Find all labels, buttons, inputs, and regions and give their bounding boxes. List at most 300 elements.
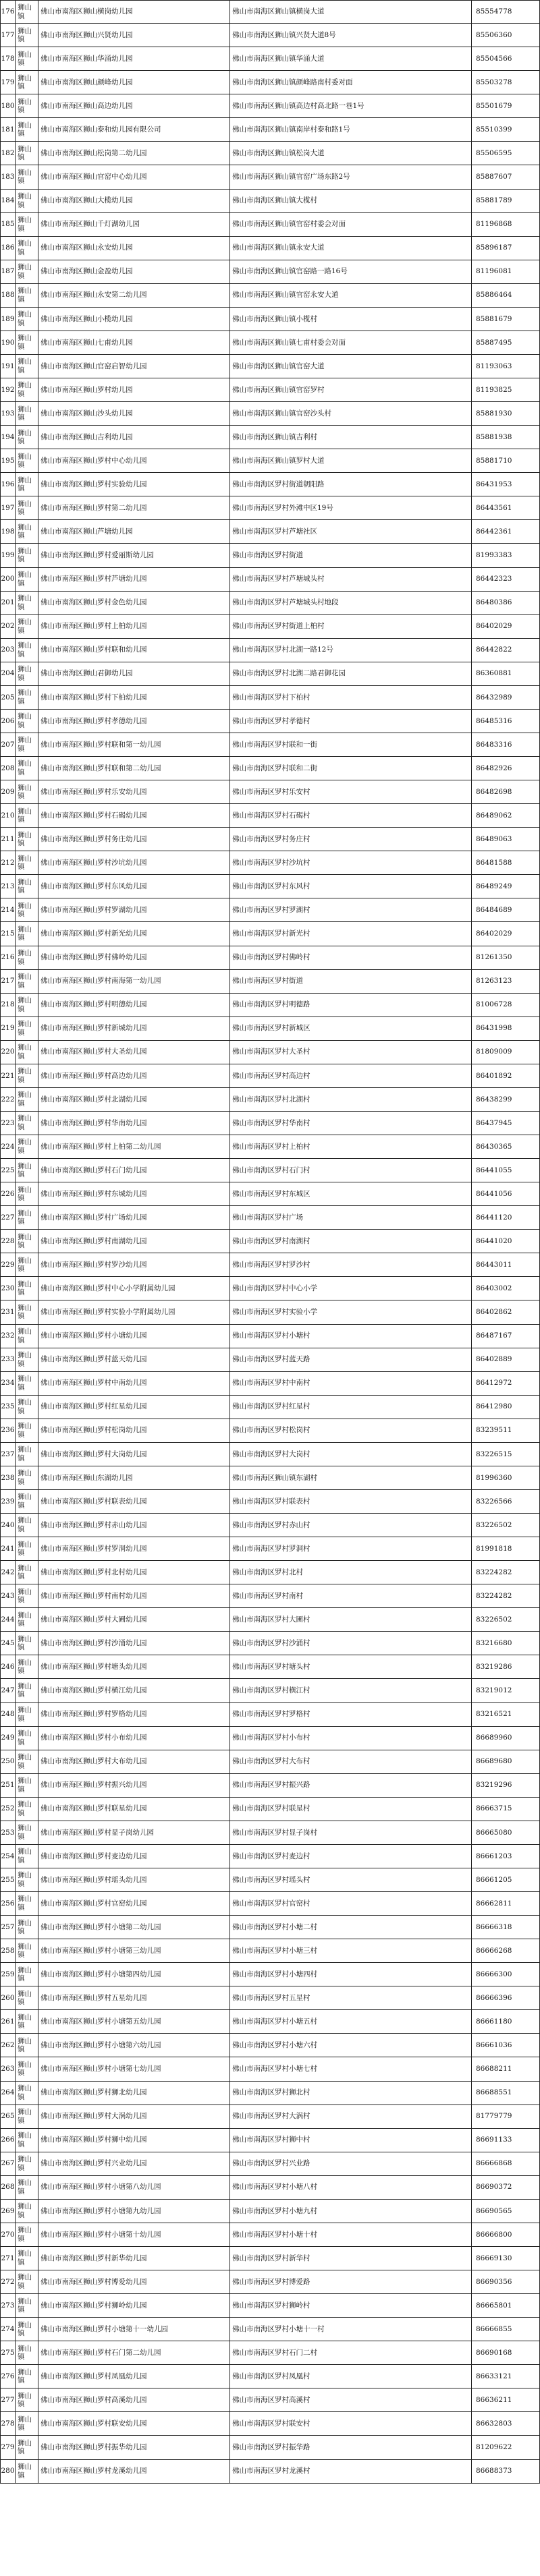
cell-phone: 85510399 (476, 125, 512, 134)
cell-no: 218 (1, 994, 16, 1017)
cell-no: 202 (1, 615, 16, 638)
cell-no: 214 (1, 898, 16, 921)
table-row (0, 2436, 540, 2459)
cell-phone: 83219296 (476, 1781, 512, 1790)
cell-phone: 86661203 (476, 1852, 512, 1860)
cell-town: 狮山镇 (16, 2388, 38, 2411)
table-row (0, 1774, 540, 1798)
cell-address: 佛山市南海区罗村塘头村 (230, 1655, 472, 1678)
cell-phone: 86666318 (476, 1922, 512, 1931)
cell-town: 狮山镇 (16, 426, 38, 449)
cell-town: 狮山镇 (16, 355, 38, 378)
cell-name: 佛山市南海区狮山罗村小塘第四幼儿园 (38, 1963, 230, 1986)
cell-name: 佛山市南海区狮山罗村小塘第六幼儿园 (38, 2034, 230, 2057)
cell-phone: 81261350 (476, 953, 512, 962)
table-row (0, 118, 540, 142)
cell-no: 194 (1, 426, 16, 449)
cell-name: 佛山市南海区狮山罗村罗格幼儿园 (38, 1703, 230, 1726)
table-row (0, 426, 540, 449)
cell-no: 239 (1, 1490, 16, 1513)
cell-no: 255 (1, 1868, 16, 1891)
cell-town: 狮山镇 (16, 851, 38, 874)
cell-address: 佛山市南海区狮山镇七甫村委会对面 (230, 331, 472, 354)
cell-phone: 86632803 (476, 2420, 512, 2428)
cell-town: 狮山镇 (16, 1514, 38, 1537)
cell-no: 277 (1, 2388, 16, 2411)
cell-address: 佛山市南海区罗村联和一街 (230, 733, 472, 756)
cell-name: 佛山市南海区狮山罗村罗沙幼儿园 (38, 1253, 230, 1276)
cell-phone: 86666868 (476, 2159, 512, 2168)
cell-name: 佛山市南海区狮山罗村大岗幼儿园 (38, 1443, 230, 1466)
cell-no: 190 (1, 331, 16, 354)
cell-address: 佛山市南海区罗村下柏村 (230, 686, 472, 709)
cell-no: 219 (1, 1017, 16, 1040)
cell-name: 佛山市南海区狮山罗村乐安幼儿园 (38, 780, 230, 803)
cell-name: 佛山市南海区狮山罗村狮岭幼儿园 (38, 2294, 230, 2317)
cell-name: 佛山市南海区狮山罗村大布幼儿园 (38, 1750, 230, 1773)
cell-name: 佛山市南海区狮山罗村博爱幼儿园 (38, 2270, 230, 2293)
cell-town: 狮山镇 (16, 2341, 38, 2364)
table-row (0, 568, 540, 592)
table-row (0, 165, 540, 189)
cell-name: 佛山市南海区狮山罗村横江幼儿园 (38, 1679, 230, 1702)
cell-phone: 86483316 (476, 740, 512, 749)
cell-town: 狮山镇 (16, 2200, 38, 2223)
cell-no: 238 (1, 1466, 16, 1489)
cell-town: 狮山镇 (16, 520, 38, 543)
cell-name: 佛山市南海区狮山罗村小塘第三幼儿园 (38, 1939, 230, 1962)
cell-phone: 86662811 (476, 1899, 512, 1908)
cell-no: 227 (1, 1206, 16, 1229)
table-row (0, 71, 540, 94)
table-row (0, 615, 540, 639)
cell-address: 佛山市南海区狮山镇官窑广场东路2号 (230, 165, 472, 188)
cell-town: 狮山镇 (16, 1798, 38, 1821)
cell-address: 佛山市南海区罗村凤凰村 (230, 2365, 472, 2388)
cell-phone: 86669130 (476, 2254, 512, 2262)
cell-name: 佛山市南海区狮山罗村新光幼儿园 (38, 922, 230, 945)
table-row (0, 496, 540, 520)
cell-address: 佛山市南海区狮山镇小榄村 (230, 308, 472, 331)
cell-address: 佛山市南海区狮山镇大榄村 (230, 190, 472, 212)
table-row (0, 2247, 540, 2270)
cell-address: 佛山市南海区罗村上柏村 (230, 1135, 472, 1158)
cell-address: 佛山市南海区狮山镇颜峰路南村委对面 (230, 71, 472, 94)
cell-phone: 86442323 (476, 575, 512, 583)
table-row (0, 2057, 540, 2081)
table-row (0, 24, 540, 47)
table-row (0, 757, 540, 780)
cell-no: 187 (1, 260, 16, 283)
cell-name: 佛山市南海区狮山罗村显子岗幼儿园 (38, 1821, 230, 1844)
cell-no: 249 (1, 1727, 16, 1750)
cell-no: 278 (1, 2412, 16, 2435)
cell-address: 佛山市南海区罗村大布村 (230, 1750, 472, 1773)
cell-no: 250 (1, 1750, 16, 1773)
cell-name: 佛山市南海区狮山罗村孝德幼儿园 (38, 710, 230, 733)
cell-town: 狮山镇 (16, 1396, 38, 1419)
cell-phone: 86691133 (476, 2136, 512, 2144)
cell-name: 佛山市南海区狮山罗村南湖幼儿园 (38, 1230, 230, 1253)
cell-phone: 83226566 (476, 1497, 512, 1506)
cell-phone: 86690168 (476, 2348, 512, 2357)
cell-phone: 86666268 (476, 1946, 512, 1955)
cell-town: 狮山镇 (16, 1986, 38, 2009)
cell-no: 207 (1, 733, 16, 756)
table-row (0, 2412, 540, 2436)
cell-town: 狮山镇 (16, 1017, 38, 1040)
cell-name: 佛山市南海区狮山罗村下柏幼儿园 (38, 686, 230, 709)
cell-town: 狮山镇 (16, 1561, 38, 1584)
cell-name: 佛山市南海区狮山罗村沙坑幼儿园 (38, 851, 230, 874)
cell-town: 狮山镇 (16, 47, 38, 70)
cell-town: 狮山镇 (16, 1159, 38, 1182)
cell-town: 狮山镇 (16, 544, 38, 567)
cell-name: 佛山市南海区狮山罗村高溪幼儿园 (38, 2388, 230, 2411)
cell-town: 狮山镇 (16, 2247, 38, 2270)
cell-no: 254 (1, 1845, 16, 1868)
cell-name: 佛山市南海区狮山罗村联表幼儿园 (38, 1490, 230, 1513)
cell-no: 192 (1, 378, 16, 401)
cell-address: 佛山市南海区罗村联表村 (230, 1490, 472, 1513)
cell-address: 佛山市南海区罗村高边村 (230, 1064, 472, 1087)
cell-address: 佛山市南海区罗村街道上柏村 (230, 615, 472, 638)
cell-phone: 86666396 (476, 1993, 512, 2002)
cell-town: 狮山镇 (16, 331, 38, 354)
table-row (0, 639, 540, 662)
cell-phone: 86688373 (476, 2467, 512, 2475)
cell-no: 209 (1, 780, 16, 803)
cell-no: 251 (1, 1774, 16, 1797)
cell-phone: 86401892 (476, 1071, 512, 1080)
table-row (0, 544, 540, 567)
cell-phone: 86690372 (476, 2183, 512, 2192)
cell-no: 222 (1, 1088, 16, 1111)
cell-no: 270 (1, 2223, 16, 2246)
cell-name: 佛山市南海区狮山罗村佛岭幼儿园 (38, 946, 230, 969)
cell-no: 204 (1, 662, 16, 685)
cell-phone: 86666800 (476, 2230, 512, 2239)
cell-no: 182 (1, 142, 16, 165)
cell-no: 241 (1, 1537, 16, 1560)
cell-town: 狮山镇 (16, 1372, 38, 1395)
cell-town: 狮山镇 (16, 308, 38, 331)
table-row (0, 1963, 540, 1986)
cell-name: 佛山市南海区狮山罗村小塘第八幼儿园 (38, 2176, 230, 2199)
cell-no: 266 (1, 2129, 16, 2152)
cell-no: 264 (1, 2082, 16, 2105)
table-row (0, 1703, 540, 1727)
cell-no: 230 (1, 1277, 16, 1300)
cell-address: 佛山市南海区罗村石门二村 (230, 2341, 472, 2364)
table-row (0, 1230, 540, 1253)
cell-name: 佛山市南海区狮山罗村罗湖幼儿园 (38, 898, 230, 921)
cell-no: 279 (1, 2436, 16, 2459)
cell-address: 佛山市南海区罗村小布村 (230, 1727, 472, 1750)
cell-name: 佛山市南海区狮山罗村联和第一幼儿园 (38, 733, 230, 756)
cell-address: 佛山市南海区罗村芦塘社区 (230, 520, 472, 543)
cell-name: 佛山市南海区狮山罗村联和第二幼儿园 (38, 757, 230, 780)
cell-name: 佛山市南海区狮山千灯湖幼儿园 (38, 213, 230, 236)
table-row (0, 213, 540, 237)
cell-town: 狮山镇 (16, 828, 38, 851)
cell-town: 狮山镇 (16, 1490, 38, 1513)
cell-address: 佛山市南海区狮山镇南岸村泰和路1号 (230, 118, 472, 141)
cell-address: 佛山市南海区罗村罗格村 (230, 1703, 472, 1726)
cell-address: 佛山市南海区罗村博爱路 (230, 2270, 472, 2293)
cell-address: 佛山市南海区罗村小塘村 (230, 1325, 472, 1348)
cell-no: 212 (1, 851, 16, 874)
cell-no: 267 (1, 2152, 16, 2175)
cell-phone: 85887495 (476, 338, 512, 347)
cell-address: 佛山市南海区罗村小塘五村 (230, 2010, 472, 2033)
table-row (0, 94, 540, 118)
cell-address: 佛山市南海区狮山镇罗村大道 (230, 449, 472, 472)
cell-name: 佛山市南海区狮山罗村芦塘幼儿园 (38, 568, 230, 591)
cell-name: 佛山市南海区狮山罗村爱丽斯幼儿园 (38, 544, 230, 567)
cell-phone: 86432989 (476, 693, 512, 702)
cell-town: 狮山镇 (16, 686, 38, 709)
cell-address: 佛山市南海区狮山镇官窑大道 (230, 355, 472, 378)
cell-name: 佛山市南海区狮山罗村小塘第九幼儿园 (38, 2200, 230, 2223)
table-row (0, 851, 540, 875)
cell-town: 狮山镇 (16, 142, 38, 165)
table-row (0, 1135, 540, 1159)
cell-address: 佛山市南海区罗村罗沙村 (230, 1253, 472, 1276)
cell-phone: 86412980 (476, 1402, 512, 1411)
cell-phone: 83224282 (476, 1591, 512, 1600)
cell-town: 狮山镇 (16, 1703, 38, 1726)
cell-phone: 85503278 (476, 78, 512, 86)
cell-phone: 86690565 (476, 2206, 512, 2215)
cell-name: 佛山市南海区狮山小榄幼儿园 (38, 308, 230, 331)
cell-town: 狮山镇 (16, 496, 38, 519)
cell-no: 185 (1, 213, 16, 236)
cell-no: 258 (1, 1939, 16, 1962)
cell-address: 佛山市南海区罗村中心小学 (230, 1277, 472, 1300)
cell-no: 225 (1, 1159, 16, 1182)
cell-town: 狮山镇 (16, 1845, 38, 1868)
cell-name: 佛山市南海区狮山君御幼儿园 (38, 662, 230, 685)
cell-name: 佛山市南海区狮山罗村大涡幼儿园 (38, 2105, 230, 2128)
cell-name: 佛山市南海区狮山芦塘幼儿园 (38, 520, 230, 543)
cell-town: 狮山镇 (16, 1679, 38, 1702)
cell-name: 佛山市南海区狮山罗村中心小学附属幼儿园 (38, 1277, 230, 1300)
cell-phone: 86431953 (476, 480, 512, 488)
cell-phone: 86688211 (476, 2065, 512, 2073)
cell-name: 佛山市南海区狮山泰和幼儿园有限公司 (38, 118, 230, 141)
cell-name: 佛山市南海区狮山罗村实验幼儿园 (38, 473, 230, 496)
cell-town: 狮山镇 (16, 733, 38, 756)
cell-name: 佛山市南海区狮山罗村大圣幼儿园 (38, 1041, 230, 1064)
table-row (0, 2152, 540, 2176)
cell-town: 狮山镇 (16, 592, 38, 614)
cell-no: 261 (1, 2010, 16, 2033)
cell-town: 狮山镇 (16, 2294, 38, 2317)
table-row (0, 2388, 540, 2412)
cell-phone: 85881789 (476, 196, 512, 205)
cell-name: 佛山市南海区狮山罗村石门第二幼儿园 (38, 2341, 230, 2364)
cell-address: 佛山市南海区罗村华南村 (230, 1112, 472, 1135)
table-row (0, 1159, 540, 1182)
cell-no: 203 (1, 639, 16, 662)
cell-name: 佛山市南海区狮山官窑启智幼儿园 (38, 355, 230, 378)
cell-name: 佛山市南海区狮山官窑中心幼儿园 (38, 165, 230, 188)
cell-phone: 86402029 (476, 929, 512, 938)
cell-name: 佛山市南海区狮山罗村小布幼儿园 (38, 1727, 230, 1750)
cell-no: 186 (1, 237, 16, 260)
cell-address: 佛山市南海区罗村南湖村 (230, 1230, 472, 1253)
cell-no: 195 (1, 449, 16, 472)
cell-address: 佛山市南海区罗村北湖一路12号 (230, 639, 472, 662)
cell-address: 佛山市南海区罗村显子岗村 (230, 1821, 472, 1844)
cell-town: 狮山镇 (16, 1253, 38, 1276)
cell-phone: 83224282 (476, 1568, 512, 1576)
cell-address: 佛山市南海区罗村沙坑村 (230, 851, 472, 874)
cell-no: 243 (1, 1584, 16, 1607)
cell-town: 狮山镇 (16, 402, 38, 425)
cell-town: 狮山镇 (16, 568, 38, 591)
cell-phone: 81779779 (476, 2112, 512, 2121)
cell-town: 狮山镇 (16, 1537, 38, 1560)
cell-town: 狮山镇 (16, 237, 38, 260)
cell-name: 佛山市南海区狮山罗村明德幼儿园 (38, 994, 230, 1017)
cell-no: 240 (1, 1514, 16, 1537)
cell-name: 佛山市南海区狮山罗村官窑幼儿园 (38, 1892, 230, 1915)
cell-town: 狮山镇 (16, 922, 38, 945)
table-row (0, 1868, 540, 1892)
table-row (0, 875, 540, 898)
cell-town: 狮山镇 (16, 1821, 38, 1844)
cell-name: 佛山市南海区狮山横岗幼儿园 (38, 1, 230, 23)
cell-name: 佛山市南海区狮山罗村狮中幼儿园 (38, 2129, 230, 2152)
cell-town: 狮山镇 (16, 1774, 38, 1797)
cell-phone: 86480386 (476, 598, 512, 607)
cell-phone: 85881710 (476, 456, 512, 465)
cell-no: 189 (1, 308, 16, 331)
cell-address: 佛山市南海区罗村中南村 (230, 1372, 472, 1395)
cell-town: 狮山镇 (16, 260, 38, 283)
cell-name: 佛山市南海区狮山罗村东城幼儿园 (38, 1182, 230, 1205)
table-row (0, 402, 540, 426)
cell-no: 184 (1, 190, 16, 212)
table-row (0, 1041, 540, 1064)
cell-no: 256 (1, 1892, 16, 1915)
cell-phone: 86360881 (476, 669, 512, 678)
cell-phone: 86661180 (476, 2017, 512, 2026)
cell-phone: 86441055 (476, 1166, 512, 1174)
cell-town: 狮山镇 (16, 1325, 38, 1348)
cell-no: 196 (1, 473, 16, 496)
table-row (0, 2010, 540, 2034)
cell-phone: 86441120 (476, 1213, 512, 1222)
cell-address: 佛山市南海区罗村官窑村 (230, 1892, 472, 1915)
cell-no: 200 (1, 568, 16, 591)
cell-address: 佛山市南海区罗村实验小学 (230, 1300, 472, 1323)
cell-name: 佛山市南海区狮山罗村沙涌幼儿园 (38, 1632, 230, 1655)
cell-town: 狮山镇 (16, 1443, 38, 1466)
cell-address: 佛山市南海区罗村大圣村 (230, 1041, 472, 1064)
cell-name: 佛山市南海区狮山罗村大圃幼儿园 (38, 1608, 230, 1631)
cell-address: 佛山市南海区罗村南村 (230, 1584, 472, 1607)
cell-address: 佛山市南海区罗村佛岭村 (230, 946, 472, 969)
cell-town: 狮山镇 (16, 2129, 38, 2152)
cell-name: 佛山市南海区狮山罗村麦边幼儿园 (38, 1845, 230, 1868)
cell-address: 佛山市南海区罗村小塘九村 (230, 2200, 472, 2223)
cell-address: 佛山市南海区狮山镇官窑沙头村 (230, 402, 472, 425)
table-row (0, 1798, 540, 1821)
cell-no: 268 (1, 2176, 16, 2199)
cell-no: 280 (1, 2460, 16, 2483)
cell-name: 佛山市南海区狮山罗村实验小学附属幼儿园 (38, 1300, 230, 1323)
table-row (0, 1514, 540, 1537)
table-row (0, 970, 540, 994)
table-row (0, 592, 540, 615)
cell-no: 206 (1, 710, 16, 733)
cell-name: 佛山市南海区狮山罗村联安幼儿园 (38, 2412, 230, 2435)
table-row (0, 804, 540, 828)
cell-address: 佛山市南海区罗村北村 (230, 1561, 472, 1584)
cell-address: 佛山市南海区罗村振华路 (230, 2436, 472, 2459)
cell-no: 257 (1, 1916, 16, 1939)
cell-address: 佛山市南海区狮山镇官窑村委会对面 (230, 213, 472, 236)
cell-town: 狮山镇 (16, 1963, 38, 1986)
table-row (0, 2200, 540, 2223)
cell-phone: 83226502 (476, 1520, 512, 1529)
table-row (0, 260, 540, 284)
cell-no: 197 (1, 496, 16, 519)
cell-no: 220 (1, 1041, 16, 1064)
cell-name: 佛山市南海区狮山罗村上柏第二幼儿园 (38, 1135, 230, 1158)
cell-no: 178 (1, 47, 16, 70)
table-row (0, 2176, 540, 2200)
table-row (0, 1064, 540, 1088)
cell-town: 狮山镇 (16, 1584, 38, 1607)
cell-address: 佛山市南海区罗村街道朝阳路 (230, 473, 472, 496)
table-row (0, 1821, 540, 1845)
cell-phone: 81006728 (476, 1000, 512, 1009)
cell-address: 佛山市南海区罗村新城区 (230, 1017, 472, 1040)
table-row (0, 1088, 540, 1112)
table-row (0, 2105, 540, 2129)
cell-no: 181 (1, 118, 16, 141)
cell-no: 248 (1, 1703, 16, 1726)
cell-name: 佛山市南海区狮山罗村赤山幼儿园 (38, 1514, 230, 1537)
cell-phone: 85504566 (476, 54, 512, 63)
cell-town: 狮山镇 (16, 1868, 38, 1891)
cell-no: 273 (1, 2294, 16, 2317)
table-row (0, 1679, 540, 1702)
cell-address: 佛山市南海区罗村联安村 (230, 2412, 472, 2435)
cell-address: 佛山市南海区罗村务庄村 (230, 828, 472, 851)
cell-address: 佛山市南海区罗村芦塘城头村地段 (230, 592, 472, 614)
cell-phone: 86636211 (476, 2396, 512, 2405)
cell-address: 佛山市南海区罗村明德路 (230, 994, 472, 1017)
cell-address: 佛山市南海区罗村大涡村 (230, 2105, 472, 2128)
table-row (0, 922, 540, 946)
table-row (0, 378, 540, 402)
cell-town: 狮山镇 (16, 615, 38, 638)
cell-phone: 85887607 (476, 173, 512, 181)
cell-phone: 86487167 (476, 1332, 512, 1340)
cell-name: 佛山市南海区狮山罗村小塘第二幼儿园 (38, 1916, 230, 1939)
table-row (0, 355, 540, 378)
cell-name: 佛山市南海区狮山罗村北村幼儿园 (38, 1561, 230, 1584)
cell-no: 210 (1, 804, 16, 827)
cell-phone: 86441056 (476, 1189, 512, 1198)
cell-phone: 86689680 (476, 1757, 512, 1766)
table-row (0, 1277, 540, 1300)
